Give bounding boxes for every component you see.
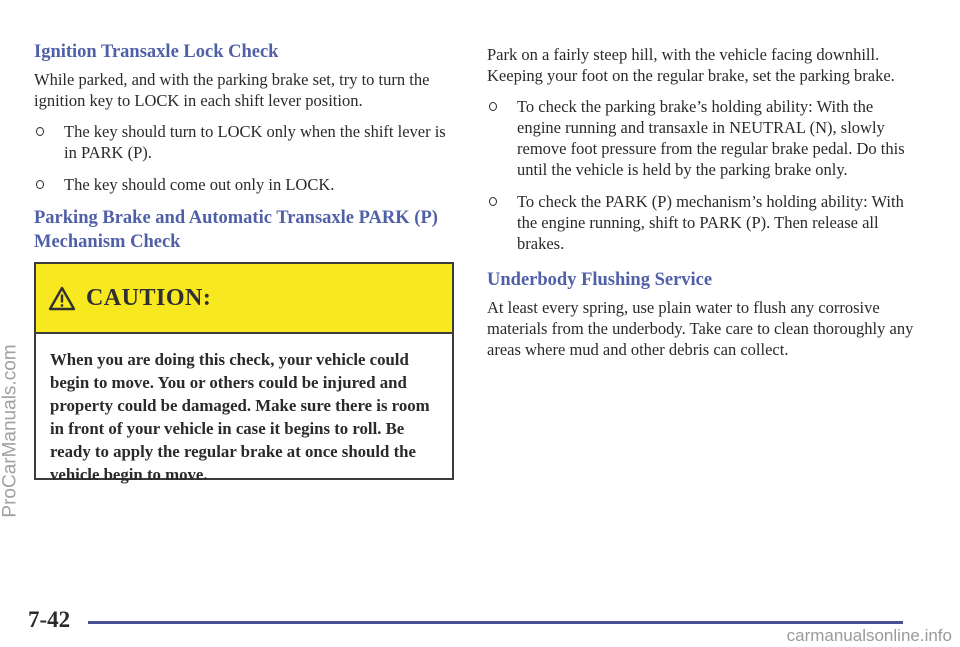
section-heading-ignition-lock: Ignition Transaxle Lock Check [34, 42, 279, 62]
side-watermark [0, 0, 22, 647]
footer-rule [88, 621, 903, 624]
list-item: The key should come out only in LOCK. [34, 174, 452, 195]
caution-title: CAUTION: [86, 284, 212, 311]
right-column [487, 44, 919, 360]
bullet-icon [36, 180, 44, 189]
page-number: 7-42 [28, 607, 71, 632]
section-heading-park-check: Parking Brake and Automatic Transaxle PARK (P) Mechanism Check [34, 208, 438, 252]
caution-banner [36, 264, 452, 334]
watermark-text: ProCarManuals.com [0, 344, 22, 518]
left-column [34, 40, 452, 254]
bullet-icon [489, 197, 497, 206]
ignition-lock-intro: While parked, and with the parking brake set, try to turn the ignition key to LOCK in each shift lever position. [34, 70, 430, 110]
underbody-text: At least every spring, use plain water to flush any corrosive materials from the underbody. Take care to clean thoroughly any areas where mud and other debris can collect. [487, 298, 914, 359]
list-item: To check the parking brake’s holding ability: With the engine running and transaxle in NEUTRAL (N), slowly remove foot pressure from the regular brake pedal. Do this until the vehicle is held by the parking brake only. [487, 96, 919, 180]
bullet-icon [489, 102, 497, 111]
caution-box [34, 262, 454, 484]
list-item: The key should turn to LOCK only when the shift lever is in PARK (P). [34, 121, 452, 163]
bullet-icon [36, 127, 44, 136]
list-item: To check the PARK (P) mechanism’s holding ability: With the engine running, shift to PARK (P). Then release all brakes. [487, 191, 919, 254]
holding-ability-bullets [487, 96, 919, 254]
section-heading-underbody: Underbody Flushing Service [487, 270, 713, 290]
ignition-lock-bullets [34, 121, 452, 195]
warning-triangle-icon [48, 286, 76, 311]
hill-parking-intro: Park on a fairly steep hill, with the vehicle facing downhill. Keeping your foot on the regular brake, set the parking brake. [487, 45, 895, 85]
footer-site-watermark: carmanualsonline.info [786, 626, 952, 645]
caution-text: When you are doing this check, your vehicle could begin to move. You or others could be injured and property could be damaged. Make sure there is room in front of your vehicle in case it begins to roll. Be ready to apply the regular brake at once should the vehicle begin to move. [50, 350, 430, 484]
